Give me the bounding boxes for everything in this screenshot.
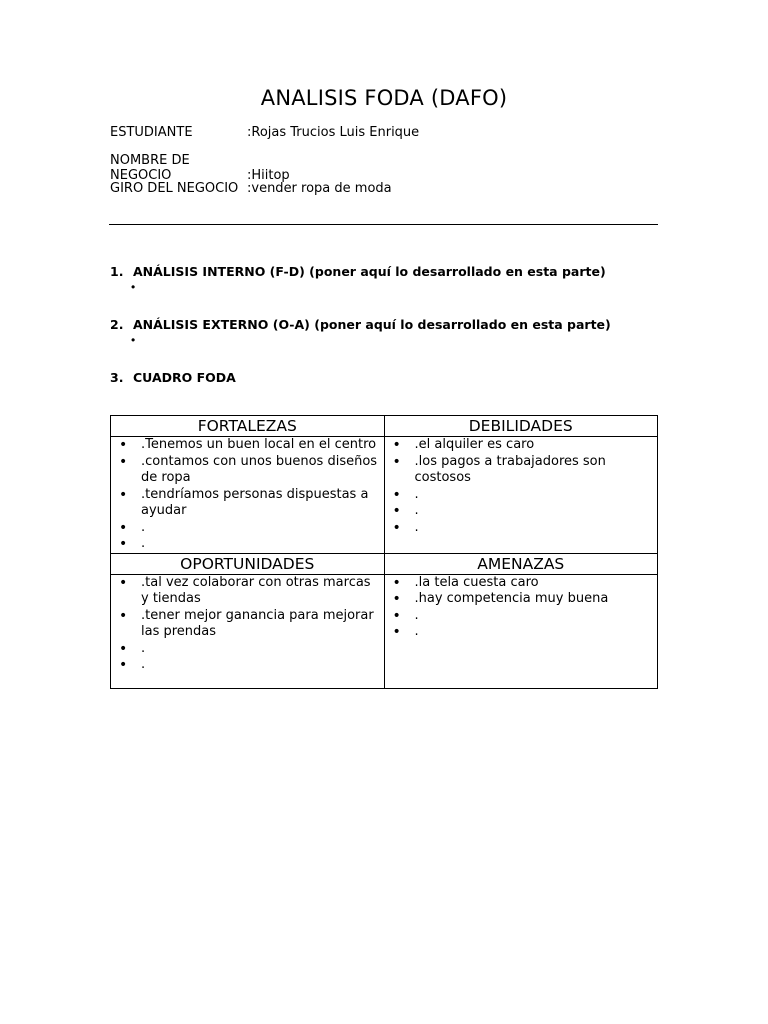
field-value: :vender ropa de moda xyxy=(247,181,392,196)
fortalezas-header: FORTALEZAS xyxy=(111,416,385,437)
field-nombre-negocio xyxy=(110,153,290,183)
field-value: :Hiitop xyxy=(247,168,290,183)
list-item: • .tal vez colaborar con otras marcas y tiendas xyxy=(115,575,380,608)
oportunidades-header: OPORTUNIDADES xyxy=(111,553,385,574)
amenazas-cell xyxy=(384,574,658,688)
list-item: • .Tenemos un buen local en el centro xyxy=(115,437,380,454)
list-item: • .contamos con unos buenos diseños de ropa xyxy=(115,454,380,487)
debilidades-cell xyxy=(384,437,658,554)
section-number: 2. xyxy=(110,317,124,332)
list-item: • . xyxy=(389,520,654,537)
section-number: 3. xyxy=(110,370,124,385)
section-heading: ANÁLISIS INTERNO (F-D) (poner aquí lo desarrollado en esta parte) xyxy=(133,264,606,279)
list-item: • . xyxy=(115,536,380,553)
list-item: • . xyxy=(115,657,380,674)
document-title: ANALISIS FODA (DAFO) xyxy=(260,86,508,110)
field-label: NOMBRE DE NEGOCIO xyxy=(110,153,190,183)
section-analisis-interno xyxy=(110,264,606,279)
list-item: • .el alquiler es caro xyxy=(389,437,654,454)
list-item: • .hay competencia muy buena xyxy=(389,591,654,608)
oportunidades-list xyxy=(111,575,384,674)
debilidades-header: DEBILIDADES xyxy=(384,416,658,437)
list-item: • . xyxy=(389,503,654,520)
field-estudiante xyxy=(110,125,419,140)
list-item: • .los pagos a trabajadores son costosos xyxy=(389,454,654,487)
list-item: • . xyxy=(389,608,654,625)
list-item: • .tendríamos personas dispuestas a ayudar xyxy=(115,487,380,520)
list-item: • . xyxy=(115,641,380,658)
empty-bullet: • xyxy=(131,280,136,294)
field-label: GIRO DEL NEGOCIO xyxy=(110,181,239,196)
horizontal-rule xyxy=(109,224,658,225)
debilidades-list xyxy=(385,437,658,536)
section-heading: CUADRO FODA xyxy=(133,370,236,385)
field-label: ESTUDIANTE xyxy=(110,125,193,140)
list-item: • .tener mejor ganancia para mejorar las prendas xyxy=(115,608,380,641)
empty-bullet: • xyxy=(131,333,136,347)
field-giro-negocio xyxy=(110,181,392,196)
amenazas-header: AMENAZAS xyxy=(384,553,658,574)
section-number: 1. xyxy=(110,264,124,279)
fortalezas-cell xyxy=(111,437,385,554)
list-item: • .la tela cuesta caro xyxy=(389,575,654,592)
field-value: :Rojas Trucios Luis Enrique xyxy=(247,125,420,140)
list-item: • . xyxy=(389,487,654,504)
section-heading: ANÁLISIS EXTERNO (O-A) (poner aquí lo desarrollado en esta parte) xyxy=(133,317,611,332)
section-cuadro-foda xyxy=(110,370,236,385)
oportunidades-cell xyxy=(111,574,385,688)
list-item: • . xyxy=(389,624,654,641)
foda-table xyxy=(110,415,658,689)
list-item: • . xyxy=(115,520,380,537)
amenazas-list xyxy=(385,575,658,641)
section-analisis-externo xyxy=(110,317,611,332)
fortalezas-list xyxy=(111,437,384,553)
